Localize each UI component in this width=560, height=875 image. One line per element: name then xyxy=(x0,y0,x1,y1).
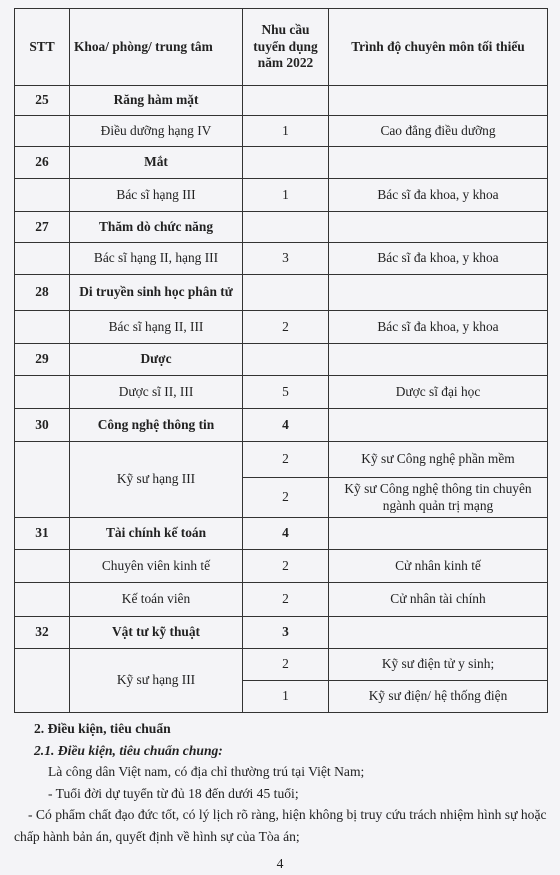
table-row xyxy=(15,311,548,344)
row-stt: 26 xyxy=(15,147,70,179)
row-stt: 27 xyxy=(15,212,70,243)
row-total: 4 xyxy=(243,409,329,442)
row-position: Bác sĩ hạng II, hạng III xyxy=(70,243,243,275)
row-stt: 28 xyxy=(15,275,70,311)
row-qualification: Bác sĩ đa khoa, y khoa xyxy=(329,179,548,212)
row-position: Kế toán viên xyxy=(70,583,243,617)
row-count: 1 xyxy=(243,681,329,713)
row-qualification: Kỹ sư Công nghệ phần mềm xyxy=(329,442,548,478)
row-total xyxy=(243,86,329,116)
table-row-group-25 xyxy=(15,86,548,116)
condition-line: Là công dân Việt nam, có địa chỉ thường trú tại Việt Nam; xyxy=(48,764,365,779)
row-total: 3 xyxy=(243,617,329,649)
row-stt: 32 xyxy=(15,617,70,649)
row-position: Dược sĩ II, III xyxy=(70,376,243,409)
row-qualification: Cử nhân tài chính xyxy=(329,583,548,617)
header-demand: Nhu cầu tuyển dụng năm 2022 xyxy=(243,9,329,86)
section-heading: 2. Điều kiện, tiêu chuẩn xyxy=(34,721,171,736)
row-stt: 30 xyxy=(15,409,70,442)
table-row-group-28 xyxy=(15,275,548,311)
row-qualification: Cử nhân kinh tế xyxy=(329,550,548,583)
row-department: Thăm dò chức năng xyxy=(70,212,243,243)
row-qualification: Dược sĩ đại học xyxy=(329,376,548,409)
row-qualification xyxy=(329,86,548,116)
table-row xyxy=(15,116,548,147)
row-stt: 29 xyxy=(15,344,70,376)
row-position: Bác sĩ hạng II, III xyxy=(70,311,243,344)
section-subheading: 2.1. Điều kiện, tiêu chuẩn chung: xyxy=(34,742,223,758)
row-count: 5 xyxy=(243,376,329,409)
recruitment-table xyxy=(14,8,548,713)
row-qualification: Bác sĩ đa khoa, y khoa xyxy=(329,243,548,275)
row-total: 4 xyxy=(243,518,329,550)
condition-line: - Tuổi đời dự tuyển từ đủ 18 đến dưới 45 tuổi; xyxy=(48,785,299,801)
table-row-group-31 xyxy=(15,518,548,550)
row-position: Bác sĩ hạng III xyxy=(70,179,243,212)
condition-line: - Có phẩm chất đạo đức tốt, có lý lịch rõ ràng, hiện không bị truy cứu trách nhiệm hình sự hoặc chấp hành bản án, quyết định về hình sự của Tòa án; xyxy=(14,807,547,844)
table-row-group-30 xyxy=(15,409,548,442)
table-row xyxy=(15,243,548,275)
table-row xyxy=(15,179,548,212)
row-qualification: Kỹ sư Công nghệ thông tin chuyên ngành quản trị mạng xyxy=(329,478,548,518)
row-department: Mắt xyxy=(70,147,243,179)
row-count: 2 xyxy=(243,550,329,583)
header-stt: STT xyxy=(15,9,70,86)
table-header-row xyxy=(15,9,548,86)
row-count: 2 xyxy=(243,583,329,617)
row-department: Vật tư kỹ thuật xyxy=(70,617,243,649)
row-department: Dược xyxy=(70,344,243,376)
table-row-group-27 xyxy=(15,212,548,243)
table-row-group-26 xyxy=(15,147,548,179)
row-department: Răng hàm mặt xyxy=(70,86,243,116)
table-row xyxy=(15,649,548,681)
row-position: Điều dưỡng hạng IV xyxy=(70,116,243,147)
row-stt: 31 xyxy=(15,518,70,550)
row-qualification: Cao đẳng điều dưỡng xyxy=(329,116,548,147)
header-qualification: Trình độ chuyên môn tối thiểu xyxy=(329,9,548,86)
page-number: 4 xyxy=(276,856,284,871)
row-count: 1 xyxy=(243,116,329,147)
row-count: 2 xyxy=(243,311,329,344)
row-stt: 25 xyxy=(15,86,70,116)
row-count: 2 xyxy=(243,442,329,478)
table-row xyxy=(15,376,548,409)
table-row xyxy=(15,550,548,583)
row-department: Di truyền sinh học phân tử xyxy=(70,275,243,311)
row-count: 3 xyxy=(243,243,329,275)
row-count: 2 xyxy=(243,478,329,518)
conditions-section xyxy=(14,718,548,847)
row-position: Kỹ sư hạng III xyxy=(70,649,243,713)
table-row-group-29 xyxy=(15,344,548,376)
table-row xyxy=(15,583,548,617)
header-department: Khoa/ phòng/ trung tâm xyxy=(70,9,243,86)
table-row-group-32 xyxy=(15,617,548,649)
row-count: 2 xyxy=(243,649,329,681)
row-qualification: Kỹ sư điện/ hệ thống điện xyxy=(329,681,548,713)
row-qualification: Kỹ sư điện tử y sinh; xyxy=(329,649,548,681)
table-row xyxy=(15,442,548,478)
row-position: Kỹ sư hạng III xyxy=(70,442,243,518)
row-department: Tài chính kế toán xyxy=(70,518,243,550)
row-department: Công nghệ thông tin xyxy=(70,409,243,442)
row-qualification: Bác sĩ đa khoa, y khoa xyxy=(329,311,548,344)
row-position: Chuyên viên kinh tế xyxy=(70,550,243,583)
row-count: 1 xyxy=(243,179,329,212)
